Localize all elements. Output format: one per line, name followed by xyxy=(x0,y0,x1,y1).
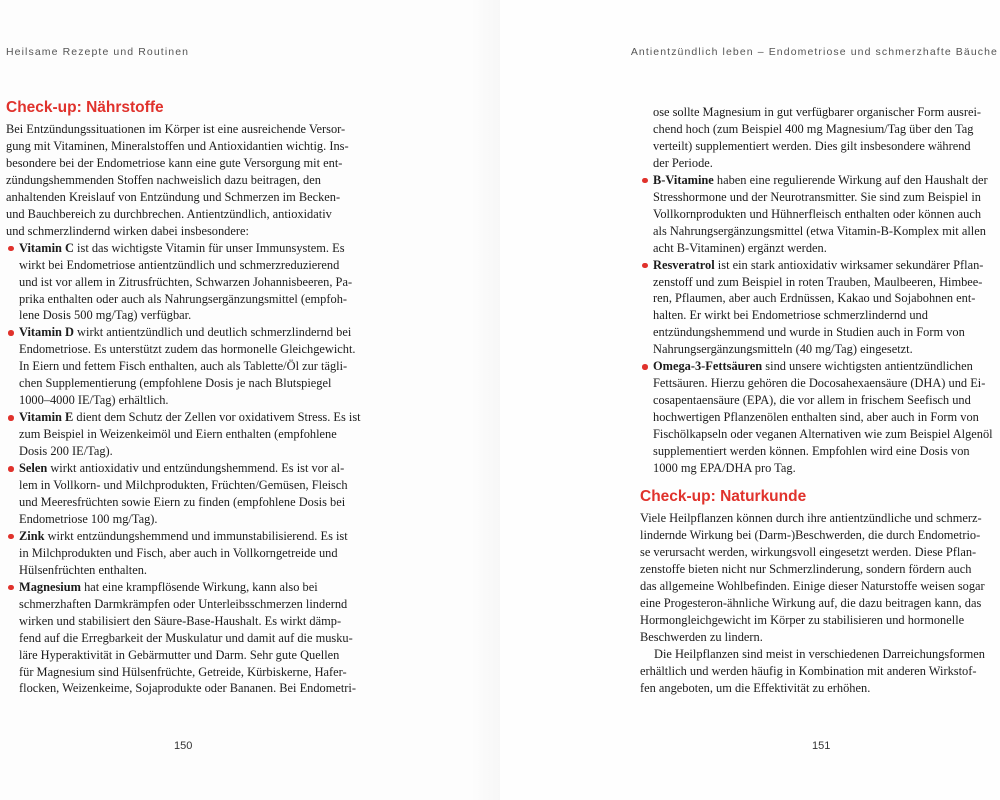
term: Vitamin D xyxy=(19,325,74,340)
term: Vitamin C xyxy=(19,240,74,255)
body-line: lindernde Wirkung bei (Darm-)Beschwerden, die durch Endometrio- xyxy=(640,527,981,542)
body-line: und schmerzlindernd wirken dabei insbesondere: xyxy=(6,223,249,238)
list-item-zink: Zink wirkt entzündungshemmend und immunstabilisierend. Es ist in Milchprodukten und Fisch, aber auch in Vollkorngetreide und Hülsenfrüchten enthalten. xyxy=(6,528,468,579)
list-item-selen: Selen wirkt antioxidativ und entzündungshemmend. Es ist vor al- lem in Vollkorn- und Milchprodukten, Früchten/Gemüsen, Fleisch und Meeresfrüchten sowie Eiern zu finden (empfohlene Dosis bei Endometriose 100 mg/Tag). xyxy=(6,460,468,528)
running-head-right: Antientzündlich leben – Endometriose und schmerzhafte Bäuche xyxy=(630,46,998,58)
term: B-Vitamine xyxy=(653,172,714,187)
body-line: verteilt) supplementiert werden. Dies gilt insbesondere während xyxy=(653,138,971,153)
body-line: Die Heilpflanzen sind meist in verschiedenen Darreichungsformen xyxy=(654,646,985,661)
body-line: das allgemeine Wohlbefinden. Einige dieser Naturstoffe weisen sogar xyxy=(640,578,985,593)
body-line: ose sollte Magnesium in gut verfügbarer organischer Form ausrei- xyxy=(653,105,982,119)
term: Zink xyxy=(19,528,45,543)
body-line: anhaltenden Kreislauf von Entzündung und Schmerzen im Becken- xyxy=(6,189,341,204)
left-body-text xyxy=(6,121,468,697)
list-item-vitamin-e: Vitamin E dient dem Schutz der Zellen vor oxidativem Stress. Es ist zum Beispiel in Weizenkeimöl und Eiern enthalten (empfohlene Dosis 200 IE/Tag). xyxy=(6,409,468,460)
body-line: gung mit Vitaminen, Mineralstoffen und Antioxidantien wichtig. Ins- xyxy=(6,138,349,153)
running-head-left: Heilsame Rezepte und Routinen xyxy=(6,46,190,58)
body-line: eine Progesteron-ähnliche Wirkung auf, die dazu beitragen kann, das xyxy=(640,595,982,610)
body-line: Viele Heilpflanzen können durch ihre antientzündliche und schmerz- xyxy=(640,511,982,525)
body-line: besondere bei der Endometriose kann eine gute Versorgung mit ent- xyxy=(6,155,343,170)
body-line: erhältlich und werden häufig in Kombination mit anderen Wirkstof- xyxy=(640,663,977,678)
section-heading-naehrstoffe: Check-up: Nährstoffe xyxy=(6,99,164,116)
right-page xyxy=(500,0,1000,800)
term: Vitamin E xyxy=(19,410,74,425)
term: Selen xyxy=(19,461,48,476)
body-line: zündungshemmenden Stoffen nachweislich dazu beitragen, den xyxy=(6,172,321,187)
right-body-text xyxy=(640,104,998,477)
term: Resveratrol xyxy=(653,257,715,272)
list-item-b-vitamine: B-Vitamine haben eine regulierende Wirkung auf den Haushalt der Stresshormone und der Neurotransmitter. Sie sind zum Beispiel in Vollkornprodukten und Hühnerfleisch enthalten oder können auch als Nahrungsergänzungsmittel (etwa Vitamin-B-Komplex mit allen acht B-Vitaminen) ergänzt werden. xyxy=(640,172,998,257)
body-line: Hormongleichgewicht im Körper zu stabilisieren und hormonelle xyxy=(640,612,965,627)
body-line: fen angeboten, um die Effektivität zu erhöhen. xyxy=(640,680,871,695)
right-naturkunde-text xyxy=(640,510,998,696)
body-line: Bei Entzündungssituationen im Körper ist eine ausreichende Versor- xyxy=(6,122,346,136)
list-item-vitamin-c: Vitamin C ist das wichtigste Vitamin für unser Immunsystem. Es wirkt bei Endometriose antientzündlich und schmerzreduzierend und ist vor allem in Zitrusfrüchten, Schwarzen Johannisbeeren, Pa- prika enthalten oder auch als Nahrungsergänzungsmittel (empfoh- lene Dosis 500 mg/Tag) verfügbar. xyxy=(6,240,468,325)
page-number-left: 150 xyxy=(174,740,193,752)
body-line: chend hoch (zum Beispiel 400 mg Magnesium/Tag über den Tag xyxy=(653,121,974,136)
body-line: zenstoffe bieten nicht nur Schmerzlinderung, sondern fördern auch xyxy=(640,561,972,576)
body-line: Beschwerden zu lindern. xyxy=(640,629,763,644)
term: Omega-3-Fettsäuren xyxy=(653,359,763,374)
section-heading-naturkunde: Check-up: Naturkunde xyxy=(640,488,807,505)
list-item-vitamin-d: Vitamin D wirkt antientzündlich und deutlich schmerzlindernd bei Endometriose. Es unterstützt zudem das hormonelle Gleichgewicht. In Eiern und fettem Fisch enthalten, auch als Tablette/Öl zur tägli- chen Supplementierung (empfohlene Dosis je nach Blutspiegel 1000–4000 IE/Tag) erhältlich. xyxy=(6,324,468,409)
body-line: der Periode. xyxy=(653,155,713,170)
body-line: se verursacht werden, wirkungsvoll eingesetzt werden. Diese Pflan- xyxy=(640,544,977,559)
term: Magnesium xyxy=(19,579,81,594)
body-line: und Bauchbereich zu durchbrechen. Antientzündlich, antioxidativ xyxy=(6,206,332,221)
list-item-resveratrol: Resveratrol ist ein stark antioxidativ wirksamer sekundärer Pflan- zenstoff und zum Beispiel in roten Trauben, Maulbeeren, Himbee- ren, Pflaumen, aber auch Erdnüssen, Kakao und Sojabohnen ent- halten. Er wirkt bei Endometriose schmerzlindernd und entzündungshemmend und wurde in Studien auch in Form von Nahrungsergänzungsmitteln (40 mg/Tag) eingesetzt. xyxy=(640,257,998,359)
list-item-magnesium: Magnesium hat eine krampflösende Wirkung, kann also bei schmerzhaften Darmkrämpfen oder Unterleibsschmerzen lindernd wirken und stabilisiert den Säure-Base-Haushalt. Es wirkt dämp- fend auf die Erregbarkeit der Muskulatur und damit auf die musku- läre Hyperaktivität in Gebärmutter und Darm. Sehr gute Quellen für Magnesium sind Hülsenfrüchte, Getreide, Kürbiskerne, Hafer- flocken, Weizenkeime, Sojaprodukte oder Bananen. Bei Endometri- xyxy=(6,579,468,698)
list-item-omega-3: Omega-3-Fettsäuren sind unsere wichtigsten antientzündlichen Fettsäuren. Hierzu gehören die Docosahexaensäure (DHA) und Ei- cosapentaensäure (EPA), die vor allem in frischem Seefisch und hochwertigen Pflanzenölen enthalten sind, aber auch in Form von Fischölkapseln oder veganen Alternativen wie zum Beispiel Algenöl supplementiert werden können. Empfohlen wird eine Dosis von 1000 mg EPA/DHA pro Tag. xyxy=(640,358,998,477)
page-number-right: 151 xyxy=(812,740,831,752)
